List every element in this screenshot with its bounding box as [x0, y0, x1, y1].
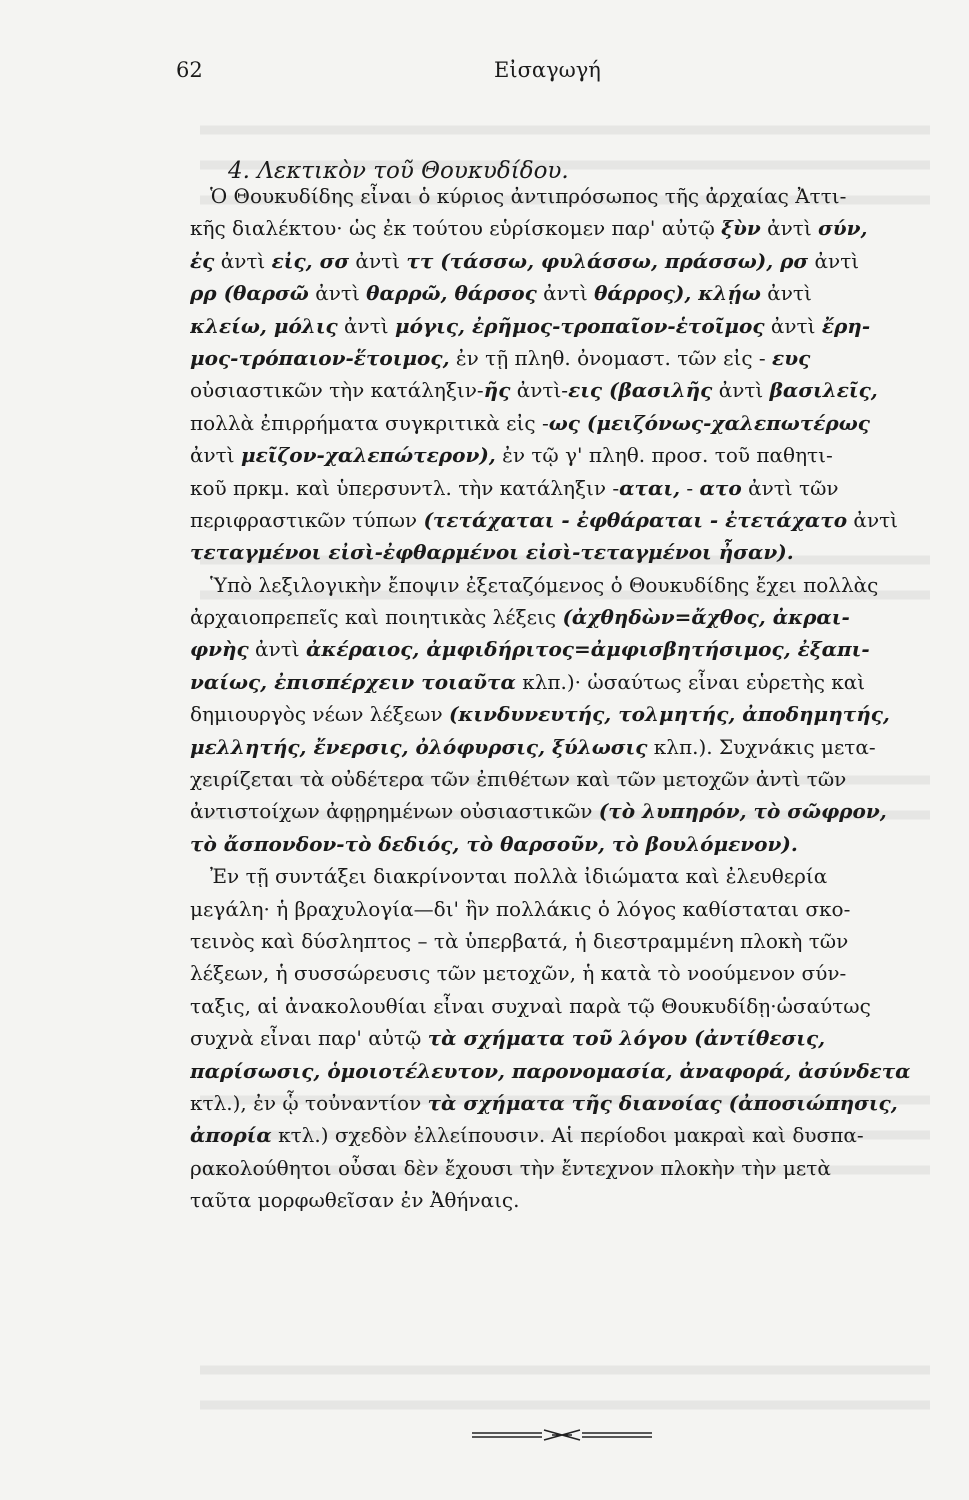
- text-segment: λέξεων, ἡ συσσώρευσις τῶν μετοχῶν, ἡ κατὰ τὸ νοούμενον σύν-: [190, 961, 847, 986]
- text-line: [190, 601, 935, 633]
- emphasized-term: τεταγμένοι εἰσὶ-ἐφθαρμένοι εἰσὶ-τεταγμένοι ἦσαν).: [190, 540, 794, 565]
- section-title: 4. Λεκτικὸν τοῦ Θουκυδίδου.: [228, 158, 569, 184]
- page-number: 62: [176, 58, 203, 82]
- text-segment: χειρίζεται τὰ οὐδέτερα τῶν ἐπιθέτων καὶ τῶν μετοχῶν ἀντὶ τῶν: [190, 767, 847, 792]
- emphasized-term: ναίως, ἐπισπέρχειν τοιαῦτα: [190, 669, 516, 694]
- text-segment: -: [680, 475, 700, 500]
- emphasized-term: παρίσωσις, ὁμοιοτέλευτον, παρονομασία, ἀναφορά, ἀσύνδετα: [190, 1058, 911, 1083]
- emphasized-term: σύν,: [818, 216, 868, 241]
- text-segment: ἀντιστοίχων ἀφῃρημένων οὐσιαστικῶν: [190, 799, 599, 824]
- text-segment: ἀντὶ τῶν: [741, 475, 839, 500]
- text-segment: κῆς διαλέκτου· ὡς ἐκ τούτου εὑρίσκομεν παρ' αὐτῷ: [190, 216, 722, 241]
- text-segment: ἀντὶ: [337, 313, 395, 338]
- text-line: [190, 342, 935, 374]
- text-segment: συχνὰ εἶναι παρ' αὐτῷ: [190, 1026, 428, 1051]
- emphasized-term: ἀπορία: [190, 1123, 272, 1148]
- text-line: [190, 536, 935, 568]
- text-line: [190, 828, 935, 860]
- emphasized-term: (κινδυνευτής, τολμητής, ἀποδημητής,: [448, 702, 890, 727]
- emphasized-term: ἐς: [190, 248, 215, 273]
- text-line: [190, 763, 935, 795]
- text-line: [190, 245, 935, 277]
- text-segment: Ὁ Θουκυδίδης εἶναι ὁ κύριος ἀντιπρόσωπος τῆς ἀρχαίας Ἀττι-: [210, 184, 847, 208]
- text-line: [190, 860, 935, 892]
- text-segment: ταῦτα μορφωθεῖσαν ἐν Ἀθήναις.: [190, 1188, 520, 1213]
- text-segment: κοῦ πρκμ. καὶ ὑπερσυντλ. τὴν κατάληξιν -: [190, 475, 620, 500]
- emphasized-term: ξὺν: [721, 216, 761, 241]
- emphasized-term: ῆς: [483, 378, 511, 403]
- text-line: [190, 569, 935, 601]
- text-segment: ἀντὶ: [847, 507, 899, 532]
- emphasized-term: ἔρη-: [821, 313, 871, 338]
- text-line: [190, 1022, 935, 1054]
- text-line: [190, 1184, 935, 1216]
- text-segment: ἀντὶ: [308, 281, 367, 306]
- emphasized-term: τὰ σχήματα τοῦ λόγου (ἀντίθεσις,: [427, 1026, 826, 1051]
- text-segment: κτλ.) σχεδὸν ἐλλείπουσιν. Αἱ περίοδοι μακραὶ καὶ δυσπα-: [271, 1123, 864, 1148]
- text-line: [190, 1119, 935, 1151]
- text-segment: μεγάλη· ἡ βραχυλογία—δι' ἣν πολλάκις ὁ λόγος καθίσταται σκο-: [190, 896, 851, 921]
- text-line: [190, 504, 935, 536]
- text-segment: Ἐν τῇ συντάξει διακρίνονται πολλὰ ἰδιώματα καὶ ἐλευθερία: [210, 864, 828, 889]
- text-segment: κτλ.), ἐν ᾧ τοὐναντίον: [190, 1090, 428, 1115]
- emphasized-term: τὸ ἄσπονδον-τὸ δεδιός, τὸ θαρσοῦν, τὸ βουλόμενον).: [190, 831, 798, 856]
- text-segment: ταξις, αἱ ἀνακολουθίαι εἶναι συχναὶ παρὰ τῷ Θουκυδίδῃ·ὡσαύτως: [190, 993, 871, 1018]
- text-segment: ἀντὶ: [712, 378, 770, 403]
- emphasized-term: ατο: [699, 475, 742, 500]
- text-line: [190, 180, 935, 212]
- text-segment: ἀντὶ: [190, 443, 241, 468]
- text-line: [190, 407, 935, 439]
- text-segment: ἀντὶ: [808, 248, 860, 273]
- text-segment: ἐν τῇ πληθ. ὀνομαστ. τῶν εἰς -: [449, 345, 773, 370]
- emphasized-term: μελλητής, ἔνερσις, ὀλόφυρσις, ξύλωσις: [190, 734, 648, 759]
- end-ornament: [472, 1428, 652, 1442]
- emphasized-term: μεῖζον-χαλεπώτερον),: [240, 443, 496, 468]
- emphasized-term: ως (μειζόνως-χαλεπωτέρως: [548, 410, 870, 435]
- text-line: [190, 1152, 935, 1184]
- emphasized-term: τὰ σχήματα τῆς διανοίας (ἀποσιώπησις,: [427, 1090, 898, 1115]
- text-line: [190, 731, 935, 763]
- emphasized-term: (τὸ λυπηρόν, τὸ σῶφρον,: [598, 799, 887, 824]
- emphasized-term: ρρ (θαρσῶ: [190, 281, 309, 306]
- text-segment: ρακολούθητοι οὖσαι δὲν ἔχουσι τὴν ἔντεχνον πλοκὴν τὴν μετὰ: [190, 1155, 831, 1180]
- emphasized-term: θάρρος), κλῄω: [594, 281, 761, 306]
- text-segment: ἀντὶ: [248, 637, 306, 662]
- text-segment: ἀντὶ: [764, 313, 822, 338]
- text-line: [190, 1055, 935, 1087]
- text-segment: ἀντὶ: [536, 281, 595, 306]
- body-text: [190, 180, 935, 1217]
- text-segment: περιφραστικῶν τύπων: [190, 507, 424, 532]
- text-segment: ἀντὶ: [349, 248, 407, 273]
- text-line: [190, 212, 935, 244]
- text-line: [190, 666, 935, 698]
- text-segment: ἀντὶ: [760, 281, 812, 306]
- text-segment: οὐσιαστικῶν τὴν κατάληξιν-: [190, 378, 484, 403]
- emphasized-term: ευς: [772, 345, 811, 370]
- text-line: [190, 893, 935, 925]
- text-line: [190, 472, 935, 504]
- emphasized-term: αται,: [619, 475, 681, 500]
- text-segment: ἀντὶ: [760, 216, 819, 241]
- text-line: [190, 795, 935, 827]
- text-segment: δημιουργὸς νέων λέξεων: [190, 702, 449, 727]
- emphasized-term: (τετάχαται - ἐφθάραται - ἐτετάχατο: [423, 507, 848, 532]
- emphasized-term: εις (βασιλῆς: [568, 378, 713, 403]
- text-line: [190, 310, 935, 342]
- text-line: [190, 439, 935, 471]
- text-line: [190, 990, 935, 1022]
- text-line: [190, 633, 935, 665]
- text-line: [190, 1087, 935, 1119]
- text-line: [190, 277, 935, 309]
- text-segment: ἀρχαιοπρεπεῖς καὶ ποιητικὰς λέξεις: [190, 605, 563, 630]
- text-segment: τεινὸς καὶ δύσληπτος – τὰ ὑπερβατά, ἡ διεστραμμένη πλοκὴ τῶν: [190, 928, 849, 953]
- emphasized-term: μόγις, ἐρῆμος-τροπαῖον-ἑτοῖμος: [394, 313, 765, 338]
- emphasized-term: εἰς, σσ: [271, 248, 350, 273]
- text-segment: κλπ.). Συχνάκις μετα-: [647, 734, 876, 759]
- emphasized-term: (ἀχθηδὼν=ἄχθος, ἀκραι-: [562, 605, 850, 630]
- emphasized-term: κλείω, μόλις: [190, 313, 338, 338]
- text-segment: ἀντὶ-: [510, 378, 569, 403]
- emphasized-term: ττ (τάσσω, φυλάσσω, πράσσω), ρσ: [406, 248, 809, 273]
- emphasized-term: θαρρῶ, θάρσος: [366, 281, 537, 306]
- text-segment: Ὑπὸ λεξιλογικὴν ἔποψιν ἐξεταζόμενος ὁ Θουκυδίδης ἔχει πολλὰς: [210, 572, 879, 597]
- text-segment: ἀντὶ: [214, 248, 272, 273]
- text-segment: κλπ.)· ὡσαύτως εἶναι εὑρετὴς καὶ: [515, 669, 866, 694]
- text-segment: ἐν τῷ γ' πληθ. προσ. τοῦ παθητι-: [495, 443, 833, 468]
- emphasized-term: μος-τρόπαιον-ἕτοιμος,: [190, 345, 450, 370]
- emphasized-term: ἀκέραιος, ἀμφιδήριτος=ἀμφισβητήσιμος, ἐξαπι-: [306, 637, 870, 662]
- text-line: [190, 698, 935, 730]
- text-line: [190, 925, 935, 957]
- emphasized-term: βασιλεῖς,: [769, 378, 878, 403]
- text-line: [190, 957, 935, 989]
- text-segment: πολλὰ ἐπιρρήματα συγκριτικὰ εἰς -: [190, 410, 549, 435]
- running-title: Εἰσαγωγή: [494, 58, 601, 82]
- text-line: [190, 374, 935, 406]
- emphasized-term: φνὴς: [190, 637, 249, 662]
